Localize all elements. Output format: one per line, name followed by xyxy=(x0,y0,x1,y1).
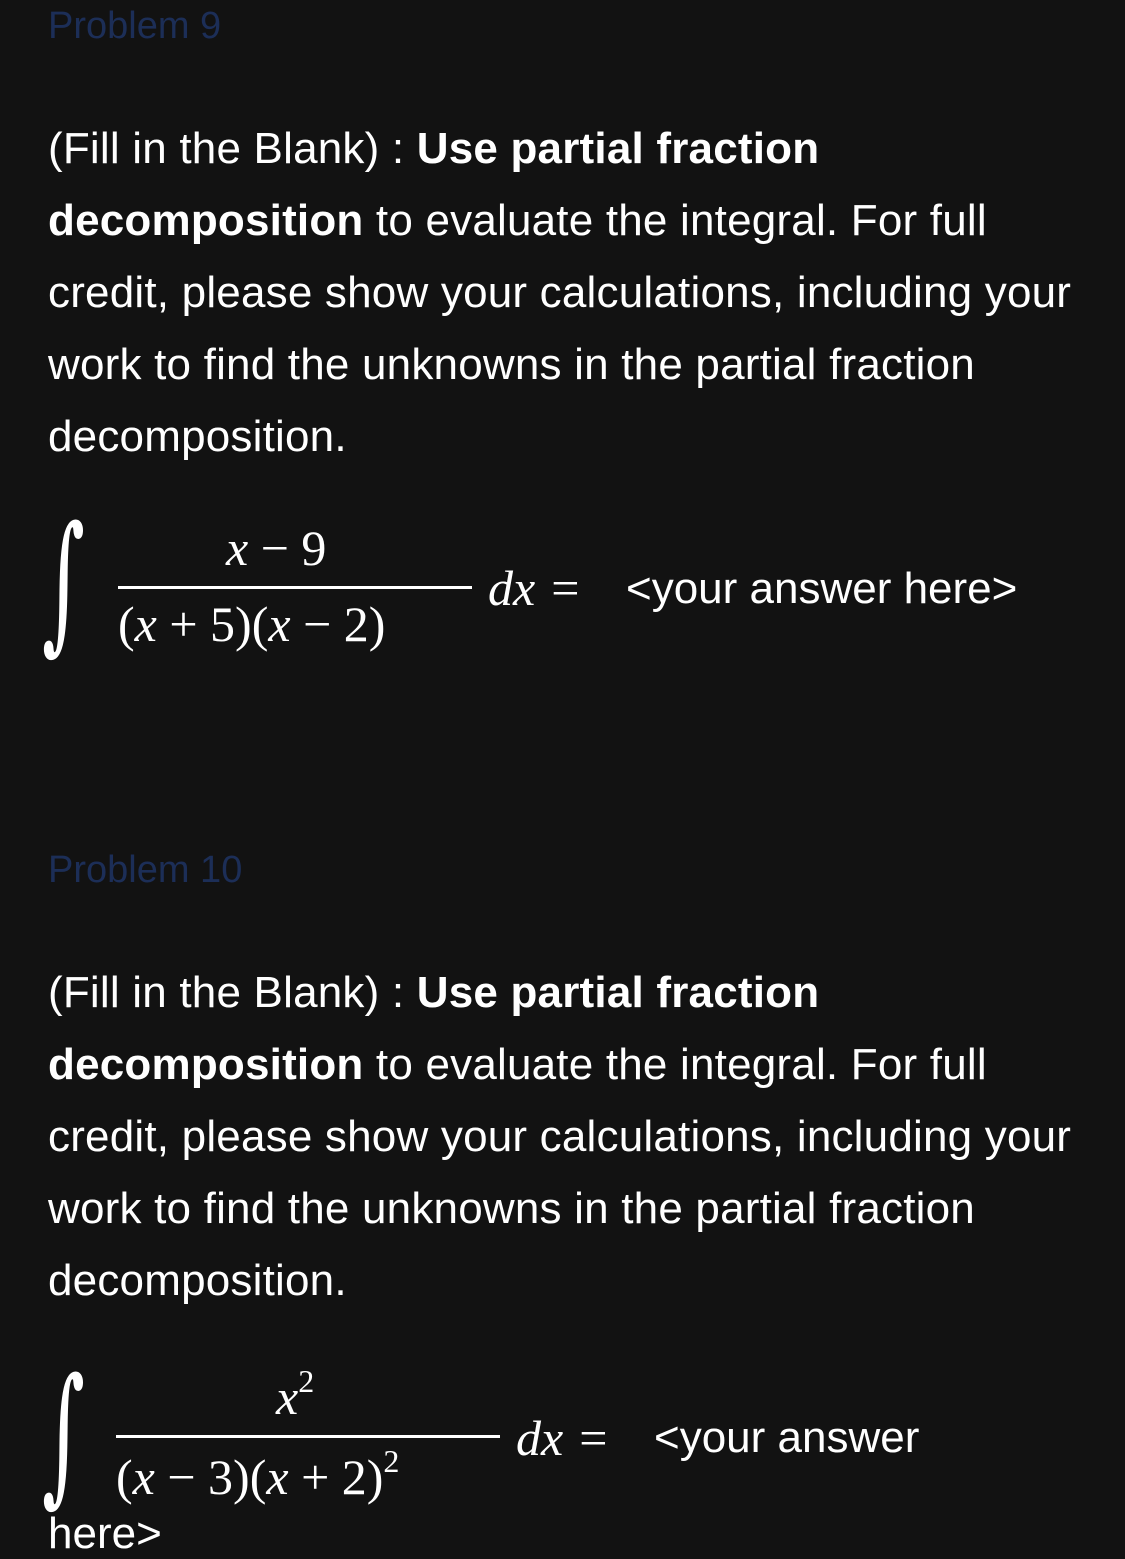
problem-prompt xyxy=(48,957,1088,1317)
fraction-bar xyxy=(118,586,472,589)
answer-blank-continued[interactable]: here> xyxy=(48,1509,162,1558)
fraction-bar xyxy=(116,1435,500,1438)
instruction-text: to evaluate the integral. For full credit, please show your calculations, including your work to find the unknowns in the partial fraction decomposition. xyxy=(48,196,1072,461)
denominator-exponent: 2 xyxy=(383,1443,400,1479)
question-type-label: (Fill in the Blank) : xyxy=(48,968,417,1017)
fraction-numerator xyxy=(276,1363,314,1426)
numerator-exponent: 2 xyxy=(298,1363,315,1399)
bold-instruction: Use partial fraction xyxy=(416,968,820,1017)
problem-prompt xyxy=(48,113,1088,473)
question-type-label: (Fill in the Blank) : xyxy=(48,124,417,173)
fraction-denominator xyxy=(116,1443,399,1506)
equals-sign: = xyxy=(579,1410,608,1466)
answer-blank[interactable]: <your answer here> xyxy=(626,564,1018,613)
fraction-denominator: (x + 5)(x − 2) xyxy=(118,596,386,652)
differential xyxy=(488,559,595,617)
differential-text: dx xyxy=(488,560,536,616)
bold-instruction-cont: decomposition xyxy=(48,1040,364,1089)
equals-sign: = xyxy=(551,560,580,616)
integral-sign: ∫ xyxy=(42,1347,85,1521)
answer-blank[interactable]: <your answer xyxy=(654,1413,920,1462)
problem-10 xyxy=(42,844,1088,1558)
bold-instruction-cont: decomposition xyxy=(48,196,364,245)
problem-9 xyxy=(42,0,1088,689)
instruction-text: to evaluate the integral. For full credit, please show your calculations, including your work to find the unknowns in the partial fraction decomposition. xyxy=(48,1040,1072,1305)
problem-header: Problem 9 xyxy=(48,5,222,47)
integral-sign: ∫ xyxy=(42,495,85,669)
differential xyxy=(516,1409,623,1467)
numerator-base: x xyxy=(276,1369,299,1425)
integral-expression xyxy=(42,495,1088,689)
bold-instruction: Use partial fraction xyxy=(416,124,820,173)
denominator-base: (x − 3)(x + 2) xyxy=(116,1449,384,1505)
fraction-numerator: x − 9 xyxy=(226,520,327,576)
problem-header: Problem 10 xyxy=(48,849,243,891)
integral-expression xyxy=(42,1347,1088,1558)
differential-text: dx xyxy=(516,1410,564,1466)
